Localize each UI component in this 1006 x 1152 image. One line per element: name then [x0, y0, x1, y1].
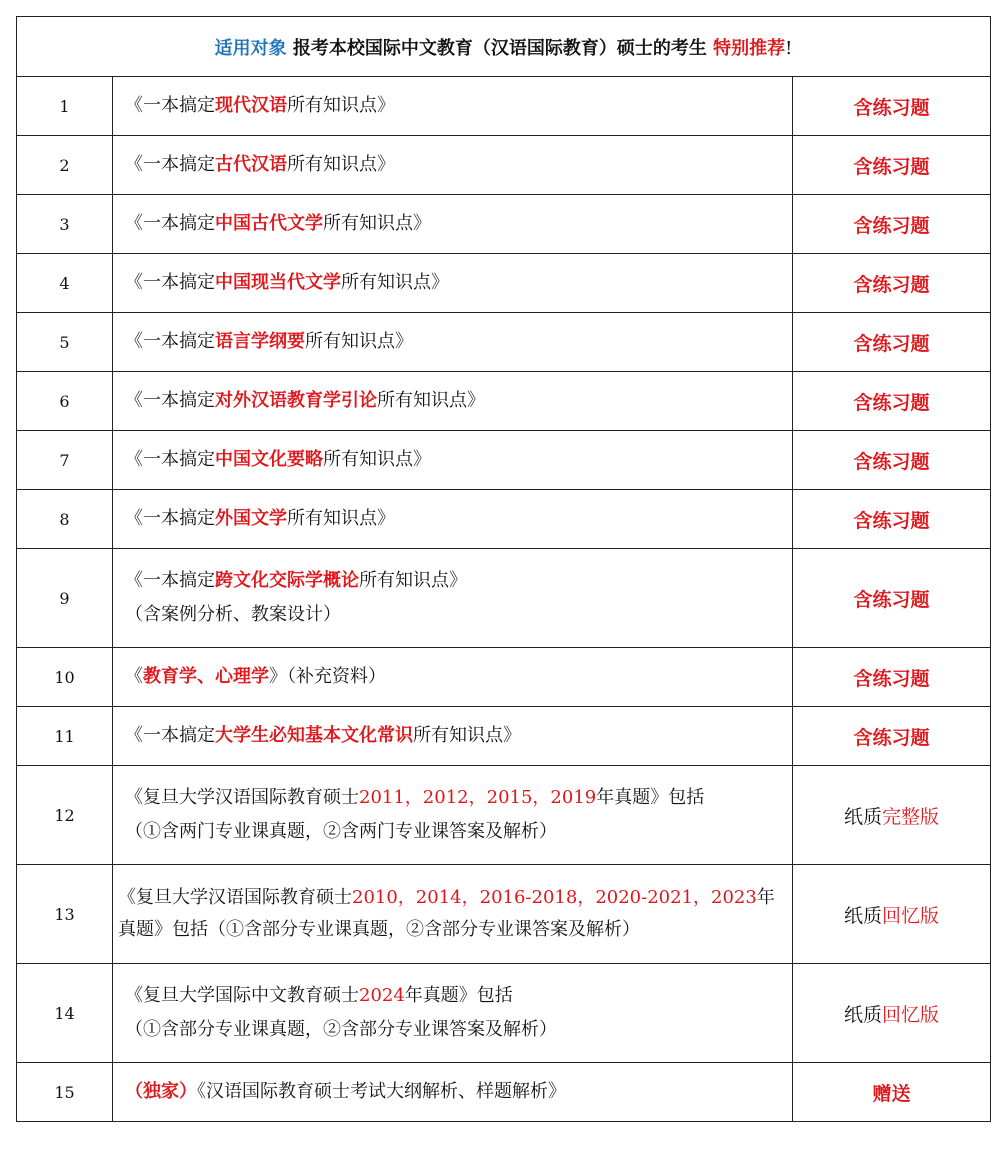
row-note: 含练习题 [793, 431, 991, 490]
row-title [113, 490, 793, 549]
row-number: 12 [17, 766, 113, 865]
row-title [113, 648, 793, 707]
table-row [17, 1063, 991, 1122]
title-prefix: 《一本搞定 [125, 272, 215, 293]
row-number: 3 [17, 195, 113, 254]
row-note: 含练习题 [793, 313, 991, 372]
title-highlight: 2024 [359, 985, 405, 1006]
title-suffix: 所有知识点》 [287, 95, 395, 116]
row-number: 5 [17, 313, 113, 372]
table-row [17, 431, 991, 490]
title-suffix: 所有知识点》 [377, 390, 485, 411]
title-suffix: 所有知识点》 [287, 154, 395, 175]
recommend-label: 特别推荐 [713, 37, 786, 59]
materials-table [16, 16, 991, 1122]
row-number: 9 [17, 549, 113, 648]
title-highlight-2: 2023 [711, 887, 757, 908]
title-suffix: 所有知识点》 [341, 272, 449, 293]
title-highlight: 大学生必知基本文化常识 [215, 725, 413, 746]
row-note: 赠送 [793, 1063, 991, 1122]
row-title [113, 313, 793, 372]
table-row [17, 766, 991, 865]
row-title [113, 372, 793, 431]
note-prefix: 纸质 [844, 904, 883, 927]
title-highlight: 跨文化交际学概论 [215, 570, 359, 591]
table-row [17, 136, 991, 195]
title-suffix: 年真题》包括（①含部分专业课真题，②含部分专业课答案及解析） [118, 887, 775, 940]
title-prefix: 《复旦大学汉语国际教育硕士 [118, 887, 352, 908]
title-suffix: 所有知识点》 [323, 449, 431, 470]
row-note: 含练习题 [793, 707, 991, 766]
row-title [113, 1063, 793, 1122]
title-highlight: 语言学纲要 [215, 331, 305, 352]
row-title [113, 431, 793, 490]
row-number: 7 [17, 431, 113, 490]
title-highlight: 2010，2014，2016-2018，2020-2021， [352, 887, 712, 908]
row-note: 含练习题 [793, 648, 991, 707]
row-note: 含练习题 [793, 549, 991, 648]
note-prefix: 纸质 [844, 1003, 883, 1026]
title-highlight: 2011，2012，2015，2019 [359, 787, 597, 808]
note-highlight: 完整版 [882, 805, 940, 828]
title-prefix: 《一本搞定 [125, 449, 215, 470]
title-second-line: （含案例分析、教案设计） [125, 604, 341, 625]
row-number: 14 [17, 964, 113, 1063]
title-highlight: 教育学、心理学 [143, 666, 269, 687]
table-row [17, 372, 991, 431]
row-note: 含练习题 [793, 372, 991, 431]
table-row [17, 77, 991, 136]
row-number: 11 [17, 707, 113, 766]
title-highlight: 中国文化要略 [215, 449, 323, 470]
title-prefix: 《一本搞定 [125, 508, 215, 529]
row-title [113, 136, 793, 195]
title-prefix: 《一本搞定 [125, 331, 215, 352]
row-number: 8 [17, 490, 113, 549]
title-second-line: （①含两门专业课真题，②含两门专业课答案及解析） [125, 821, 557, 842]
note-prefix: 纸质 [844, 805, 883, 828]
title-prefix: 《 [125, 666, 143, 687]
title-suffix: 《汉语国际教育硕士考试大纲解析、样题解析》 [197, 1081, 566, 1102]
title-highlight: 现代汉语 [215, 95, 287, 116]
row-number: 2 [17, 136, 113, 195]
row-note: 含练习题 [793, 136, 991, 195]
row-title [113, 865, 793, 964]
table-row [17, 865, 991, 964]
title-highlight: 中国现当代文学 [215, 272, 341, 293]
row-note: 含练习题 [793, 490, 991, 549]
row-title [113, 254, 793, 313]
table-row [17, 490, 991, 549]
table-row [17, 648, 991, 707]
title-prefix: 《一本搞定 [125, 390, 215, 411]
row-note: 含练习题 [793, 254, 991, 313]
title-suffix: 年真题》包括 [596, 787, 705, 808]
row-note [793, 964, 991, 1063]
title-prefix: 《一本搞定 [125, 570, 215, 591]
row-number: 13 [17, 865, 113, 964]
title-prefix: 《复旦大学国际中文教育硕士 [125, 985, 359, 1006]
title-suffix: 所有知识点》 [359, 570, 467, 591]
title-prefix: 《一本搞定 [125, 154, 215, 175]
row-title [113, 195, 793, 254]
row-number: 15 [17, 1063, 113, 1122]
title-suffix: 所有知识点》 [287, 508, 395, 529]
title-prefix: 《一本搞定 [125, 213, 215, 234]
row-note: 含练习题 [793, 195, 991, 254]
row-title [113, 766, 793, 865]
row-note: 含练习题 [793, 77, 991, 136]
title-highlight: 中国古代文学 [215, 213, 323, 234]
title-highlight: 对外汉语教育学引论 [215, 390, 377, 411]
row-number: 6 [17, 372, 113, 431]
row-number: 1 [17, 77, 113, 136]
exclamation: ! [785, 37, 793, 59]
audience-text: 报考本校国际中文教育（汉语国际教育）硕士的考生 [292, 37, 707, 59]
title-prefix: 《复旦大学汉语国际教育硕士 [125, 787, 359, 808]
title-second-line: （①含部分专业课真题，②含部分专业课答案及解析） [125, 1019, 557, 1040]
title-highlight: 古代汉语 [215, 154, 287, 175]
title-highlight: 外国文学 [215, 508, 287, 529]
row-title [113, 549, 793, 648]
header-cell [17, 17, 991, 77]
title-highlight: （独家） [125, 1081, 197, 1102]
row-title [113, 707, 793, 766]
title-prefix: 《一本搞定 [125, 95, 215, 116]
title-suffix: 所有知识点》 [305, 331, 413, 352]
table-row [17, 964, 991, 1063]
row-title [113, 77, 793, 136]
audience-label: 适用对象 [214, 37, 287, 59]
table-row [17, 254, 991, 313]
title-prefix: 《一本搞定 [125, 725, 215, 746]
row-number: 10 [17, 648, 113, 707]
title-suffix: 年真题》包括 [404, 985, 513, 1006]
title-suffix: 所有知识点》 [323, 213, 431, 234]
title-suffix: 》（补充资料） [269, 666, 386, 687]
row-number: 4 [17, 254, 113, 313]
table-row [17, 549, 991, 648]
table-row [17, 707, 991, 766]
row-title [113, 964, 793, 1063]
note-highlight: 回忆版 [882, 904, 940, 927]
note-highlight: 回忆版 [882, 1003, 940, 1026]
row-note [793, 766, 991, 865]
table-row [17, 195, 991, 254]
row-note [793, 865, 991, 964]
table-row [17, 313, 991, 372]
title-suffix: 所有知识点》 [413, 725, 521, 746]
header-row [17, 17, 991, 77]
